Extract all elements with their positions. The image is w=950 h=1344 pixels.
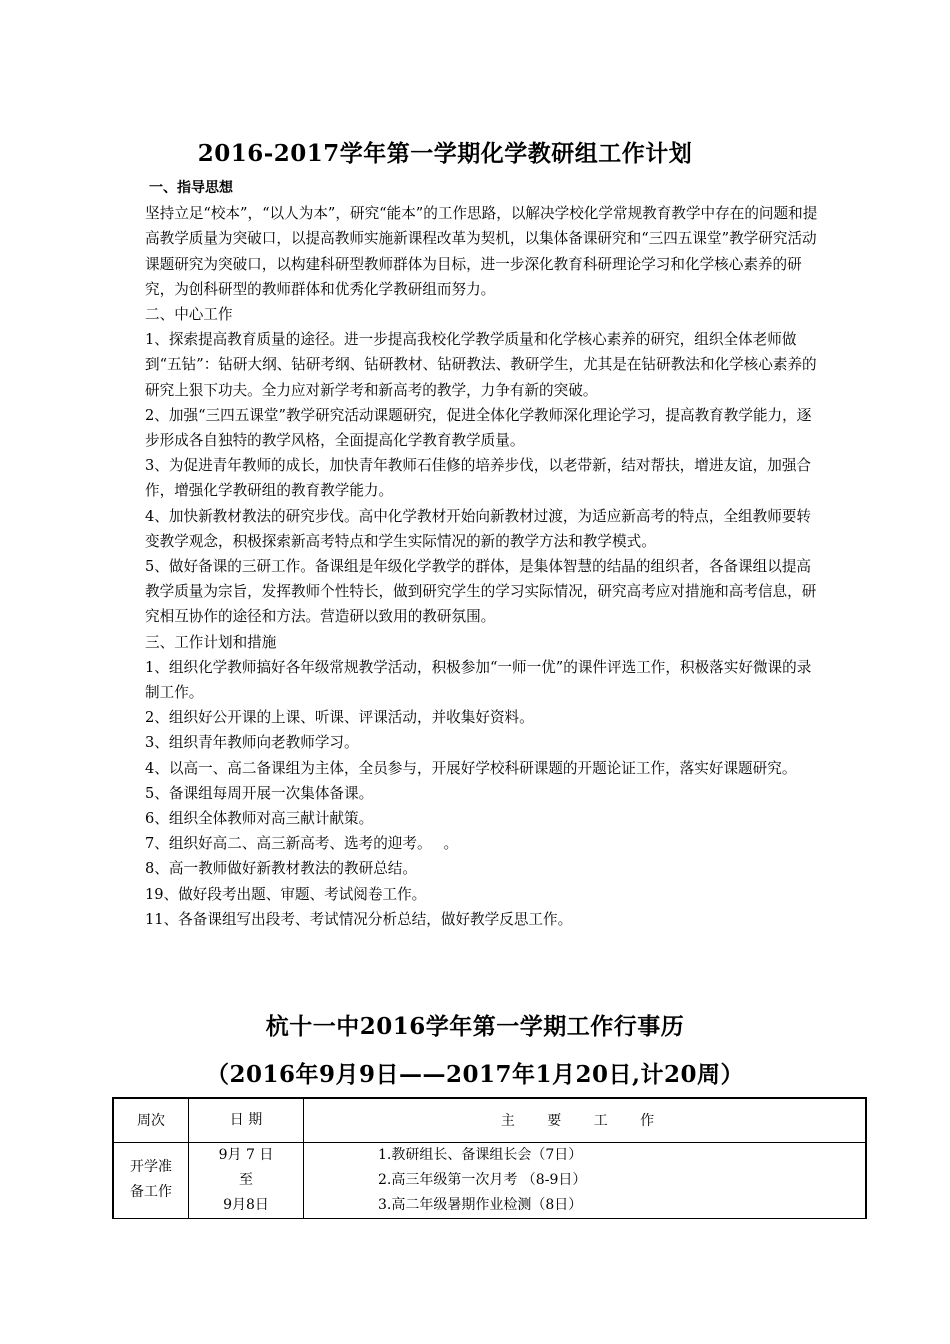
work-cell [304, 1142, 867, 1218]
calendar-subtitle: （2016年9月9日——2017年1月20日,计20周） [205, 1061, 745, 1088]
list-item: 5、备课组每周开展一次集体备课。 [145, 784, 374, 802]
list-item: 8、高一教师做好新教材教法的教研总结。 [145, 860, 417, 878]
date-line: 9月 7 日 [218, 1146, 274, 1163]
table-header-row [113, 1098, 866, 1142]
paragraph: 2、加强“三四五课堂”教学研究活动课题研究，促进全体化学教师深化理论学习，提高教育教学能力，逐步形成各自独特的教学风格，全面提高化学教育教学质量。 [145, 406, 812, 450]
work-item: 2.高三年级第一次月考 （8-9日） [378, 1171, 587, 1188]
paragraph: 5、做好备课的三研工作。备课组是年级化学教学的群体，是集体智慧的结晶的组织者，各备课组以提高教学质量为宗旨，发挥教师个性特长，做到研究学生的学习实际情况，研究高考应对措施和高考信息，研究相互协作的途径和方法。营造研以致用的教研氛围。 [145, 558, 817, 626]
date-cell [189, 1142, 304, 1218]
list-item: 11、各备课组写出段考、考试情况分析总结，做好教学反思工作。 [145, 910, 573, 928]
week-line: 备工作 [130, 1184, 172, 1200]
header-week: 周次 [113, 1098, 189, 1142]
list-item: 7、组织好高二、高三新高考、选考的迎考。 。 [145, 835, 459, 853]
list-item: 19、做好段考出题、审题、考试阅卷工作。 [145, 885, 427, 903]
header-work: 主 要 工 作 [304, 1098, 867, 1142]
section-heading-core: 二、中心工作 [145, 306, 233, 324]
paragraph: 坚持立足“校本”，“以人为本”，研究“能本”的工作思路，以解决学校化学常规教育教学中存在的问题和提高教学质量为突破口，以提高教师实施新课程改革为契机，以集体备课研究和“三四五课堂”教学研究活动课题研究为突破口，以构建科研型教师群体为目标，进一步深化教育科研理论学习和化学核心素养的研究，为创科研型的教师群体和优秀化学教研组而努力。 [145, 205, 818, 298]
list-item: 2、组织好公开课的上课、听课、评课活动，并收集好资料。 [145, 709, 534, 727]
plan-title: 2016-2017学年第一学期化学教研组工作计划 [197, 140, 693, 167]
work-item: 1.教研组长、备课组长会（7日） [378, 1146, 583, 1163]
table-row [113, 1142, 866, 1218]
plan-body [145, 176, 820, 932]
list-item: 1、组织化学教师搞好各年级常规教学活动，积极参加“一师一优”的课件评选工作，积极落实好微课的录制工作。 [145, 658, 812, 702]
calendar-title: 杭十一中2016学年第一学期工作行事历 [265, 1013, 685, 1040]
paragraph: 4、加快新教材教法的研究步伐。高中化学教材开始向新教材过渡，为适应新高考的特点，全组教师要转变教学观念，积极探索新高考特点和学生实际情况的新的教学方法和教学模式。 [145, 507, 812, 550]
work-item: 3.高二年级暑期作业检测（8日） [378, 1196, 583, 1213]
list-item: 4、以高一、高二备课组为主体，全员参与，开展好学校科研课题的开题论证工作，落实好课题研究。 [145, 759, 797, 777]
week-cell [113, 1142, 189, 1218]
list-item: 3、组织青年教师向老教师学习。 [145, 734, 359, 752]
header-date: 日 期 [189, 1098, 304, 1142]
schedule-table [112, 1097, 867, 1219]
paragraph: 1、探索提高教育质量的途径。进一步提高我校化学教学质量和化学核心素养的研究，组织全体老师做到“五钻”：钻研大纲、钻研考纲、钻研教材、钻研教法、教研学生，尤其是在钻研教法和化学核心素养的研究上狠下功夫。全力应对新学考和新高考的教学，力争有新的突破。 [145, 331, 817, 399]
section-heading-measures: 三、工作计划和措施 [145, 633, 277, 651]
date-line: 至 [239, 1171, 253, 1188]
list-item: 6、组织全体教师对高三献计献策。 [145, 810, 374, 828]
date-line: 9月8日 [223, 1196, 269, 1213]
paragraph: 3、为促进青年教师的成长，加快青年教师石佳修的培养步伐，以老带新，结对帮扶，增进友谊，加强合作，增强化学教研组的教育教学能力。 [145, 457, 812, 500]
section-heading-guiding: 一、指导思想 [149, 180, 233, 196]
week-line: 开学准 [130, 1159, 172, 1175]
